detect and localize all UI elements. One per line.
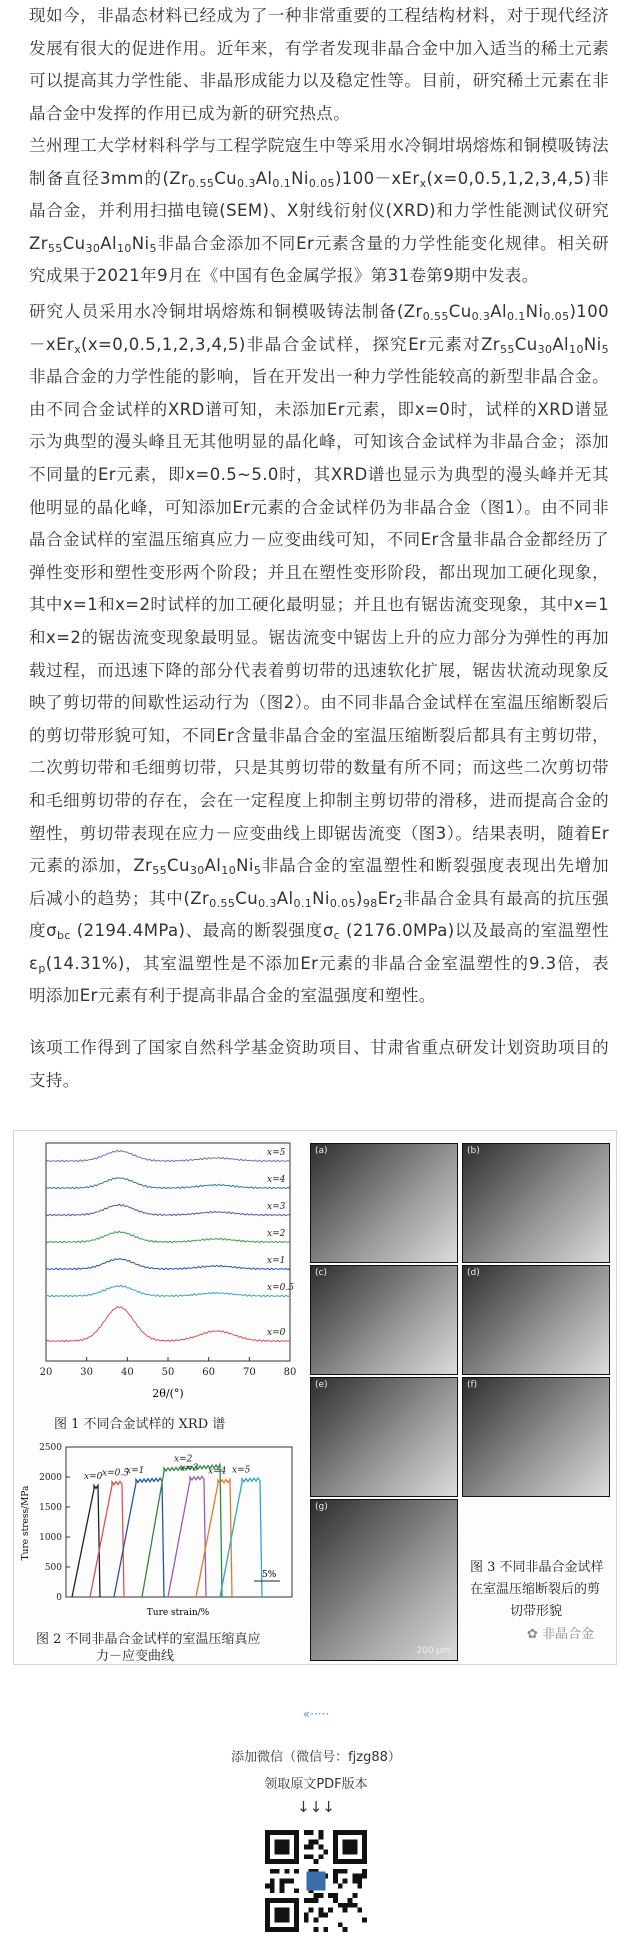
xrd-chart [22,1139,297,1401]
fig1-caption: 图 1 不同合金试样的 XRD 谱 [54,1417,226,1432]
qr-cell [362,1917,367,1922]
qr-code[interactable] [265,1830,367,1932]
qr-cell [284,1879,289,1884]
stress-strain-curve [168,1476,206,1597]
qr-cell [348,1849,353,1854]
qr-cell [284,1849,289,1854]
qr-cell [265,1835,270,1840]
qr-cell [294,1917,299,1922]
qr-cell [338,1903,343,1908]
xrd-tick-label: 60 [202,1367,216,1378]
fig2-series-label: x=3 [180,1463,199,1474]
qr-cell [362,1845,367,1850]
watermark [527,1623,594,1642]
subscript: p [38,961,46,975]
qr-cell [304,1917,309,1922]
qr-cell [289,1859,294,1864]
qr-cell [294,1888,299,1893]
qr-cell [352,1849,357,1854]
fig2-xlabel: Ture strain/% [146,1608,210,1618]
qr-cell [280,1859,285,1864]
qr-cell [284,1898,289,1903]
fig2-series-label: x=2 [174,1454,193,1465]
qr-cell [289,1879,294,1884]
text-run: 非晶合金添加不同Er元素含量的力学性能变化规律。相关研究成果于2021年9月在《中国有色金属学报》第31卷第9期中发表。 [29,233,609,286]
qr-cell [275,1859,280,1864]
qr-cell [362,1859,367,1864]
qr-cell [265,1898,270,1903]
scale-bar: 200 μm [416,1646,451,1656]
xrd-tick-label: 30 [80,1367,94,1378]
xrd-series-label: x=1 [267,1256,286,1266]
qr-cell [265,1913,270,1918]
qr-cell [280,1830,285,1835]
qr-cell [294,1845,299,1850]
panel-label: (b) [467,1146,480,1156]
text-run: (2176.0MPa)以及最高的室温塑性ε [29,921,609,973]
qr-cell [333,1859,338,1864]
qr-cell [265,1840,270,1845]
fig2-scale: 5% [262,1570,277,1580]
xrd-curve [46,1259,290,1270]
qr-cell [333,1869,338,1874]
qr-cell [318,1845,323,1850]
qr-cell [362,1840,367,1845]
xrd-tick-label: 80 [283,1367,297,1378]
qr-cell [304,1898,309,1903]
figure-panel [13,1130,617,1665]
qr-cell [294,1859,299,1864]
qr-cell [343,1830,348,1835]
qr-cell [333,1835,338,1840]
qr-cell [323,1913,328,1918]
qr-cell [328,1893,333,1898]
qr-cell [333,1830,338,1835]
qr-cell [294,1898,299,1903]
text-run: 非晶合金试样，探究Er元素对 [245,334,482,354]
qr-cell [265,1908,270,1913]
qr-cell [357,1883,362,1888]
qr-cell [328,1908,333,1913]
panel-label: (a) [315,1146,328,1156]
qr-cell [275,1913,280,1918]
qr-cell [352,1893,357,1898]
qr-cell [275,1845,280,1850]
qr-cell [318,1913,323,1918]
subscript: c [333,929,341,943]
xrd-series-label: x=4 [267,1175,286,1185]
qr-cell [343,1927,348,1932]
fig3-caption-line: 图 3 不同非晶合金试样 [470,1560,604,1575]
qr-cell [270,1879,275,1884]
qr-cell [265,1830,270,1835]
qr-cell [289,1898,294,1903]
xrd-series-label: x=3 [267,1202,286,1212]
qr-cell [314,1898,319,1903]
wechat-icon: ✿ [526,1627,538,1642]
qr-cell [309,1840,314,1845]
qr-cell [304,1913,309,1918]
qr-cell [284,1927,289,1932]
qr-cell [348,1903,353,1908]
qr-cell [280,1845,285,1850]
subscript: bc [57,929,71,943]
qr-cell [270,1883,275,1888]
qr-cell [343,1845,348,1850]
qr-cell [284,1913,289,1918]
qr-cell [289,1927,294,1932]
sem-photo-e [310,1377,458,1497]
qr-cell [348,1859,353,1864]
qr-cell [275,1917,280,1922]
qr-cell [348,1898,353,1903]
qr-cell [338,1883,343,1888]
qr-cell [338,1869,343,1874]
fig2-tick-label: 2500 [39,1443,62,1453]
qr-cell [343,1908,348,1913]
text-run: 非晶合金具有最高的抗压强度σ [29,888,609,941]
qr-cell [357,1874,362,1879]
watermark-text: 非晶合金 [541,1627,594,1642]
qr-cell [352,1903,357,1908]
sem-photo-f [462,1377,610,1497]
qr-cell [362,1854,367,1859]
qr-cell [270,1898,275,1903]
qr-cell [280,1879,285,1884]
qr-cell [333,1874,338,1879]
qr-cell [333,1898,338,1903]
qr-cell [265,1917,270,1922]
qr-cell [270,1869,275,1874]
qr-cell [275,1849,280,1854]
qr-cell [265,1854,270,1859]
qr-cell [348,1840,353,1845]
sem-photo-d [462,1265,610,1375]
qr-cell [338,1922,343,1927]
stress-strain-chart [18,1443,298,1623]
qr-cell [348,1830,353,1835]
xrd-curve [46,1307,290,1342]
qr-cell [314,1840,319,1845]
stress-strain-curve [114,1478,164,1597]
qr-cell [314,1927,319,1932]
qr-cell [294,1869,299,1874]
qr-cell [265,1849,270,1854]
qr-cell [270,1888,275,1893]
qr-cell [333,1854,338,1859]
panel-label: (d) [467,1268,480,1278]
qr-cell [333,1849,338,1854]
wechat-id-text: 添加微信（微信号：fjzg88） [231,1750,401,1765]
qr-cell [280,1898,285,1903]
qr-cell [304,1854,309,1859]
xrd-series-label: x=0 [267,1328,286,1338]
text-run: 非晶合金的室温塑性和断裂强度表现出先增加后减小的趋势；其中 [29,856,609,908]
qr-cell [265,1883,270,1888]
qr-cell [309,1854,314,1859]
qr-cell [294,1903,299,1908]
down-arrows: ↓↓↓ [297,1798,335,1816]
xrd-curve [46,1285,290,1296]
panel-label: (f) [467,1380,478,1390]
qr-cell [333,1845,338,1850]
qr-cell [265,1927,270,1932]
divider-arrows: «····· [302,1707,330,1721]
qr-cell [343,1869,348,1874]
qr-cell [270,1859,275,1864]
xrd-series-label: x=5 [267,1148,286,1158]
qr-cell [270,1830,275,1835]
fig2-tick-label: 2000 [39,1473,62,1483]
qr-cell [343,1903,348,1908]
qr-cell [265,1922,270,1927]
stress-strain-curve [72,1485,100,1597]
panel-label: (c) [315,1268,327,1278]
xrd-series-label: x=0.5 [267,1283,294,1293]
qr-cell [284,1830,289,1835]
qr-cell [294,1835,299,1840]
qr-cell [318,1854,323,1859]
fig3-caption-line: 在室温压缩断裂后的剪 [470,1582,601,1597]
qr-cell [323,1849,328,1854]
qr-cell [343,1840,348,1845]
qr-cell [323,1927,328,1932]
fig3-caption-line: 切带形貌 [510,1604,563,1619]
fig2-tick-label: 1000 [39,1533,62,1543]
qr-cell [294,1849,299,1854]
qr-cell [280,1917,285,1922]
qr-cell [343,1859,348,1864]
fig2-ylabel: Ture stress/MPa [21,1485,31,1561]
qr-cell [294,1840,299,1845]
qr-cell [280,1913,285,1918]
fig2-tick-label: 0 [56,1593,62,1603]
qr-cell [314,1859,319,1864]
qr-cell [280,1908,285,1913]
qr-cell [357,1908,362,1913]
research-paragraph: 兰州理工大学材料科学与工程学院寇生中等采用水冷铜坩埚熔炼和铜模吸铸法制备直径3mm的$(Zr_{0.55}Cu_{0.3}Al_{0.1}Ni_{0.05})100-xEr_x(x=0,0.5,1,2,3,4,5)$非晶合金，并利用扫描电镜(SEM)、X射线衍射仪(XRD)和力学性能测试仪研究$Zr_{55}Cu_{30}Al_{10}Ni_5$非晶合金添加不同Er元素含量的力学性能变化规律。相关研究成果于2021年9月在《中国有色金属学报》第31卷第9期中发表。 [29,136,609,286]
qr-cell [362,1849,367,1854]
text-run: 非晶合金，并利用扫描电镜(SEM)、X射线衍射仪(XRD)和力学性能测试仪研究 [29,168,609,221]
qr-cell [294,1830,299,1835]
text-run: 研究人员采用水冷铜坩埚熔炼和铜模吸铸法制备 [29,302,397,321]
sem-photo-c [310,1265,458,1375]
xrd-curve [46,1150,290,1162]
fig2-tick-label: 500 [44,1563,62,1573]
qr-cell [352,1845,357,1850]
qr-cell [270,1927,275,1932]
qr-cell [309,1898,314,1903]
qr-cell [275,1927,280,1932]
panel-label: (g) [315,1502,328,1512]
qr-cell [275,1830,280,1835]
text-run: 兰州理工大学材料科学与工程学院寇生中等采用水冷铜坩埚熔炼和铜模吸铸法制备直径3mm的 [29,136,609,188]
qr-cell [352,1840,357,1845]
qr-cell [352,1874,357,1879]
qr-cell [280,1883,285,1888]
stress-strain-curve [142,1465,222,1597]
qr-cell [362,1830,367,1835]
qr-cell [309,1830,314,1835]
intro-paragraph: 现如今，非晶态材料已经成为了一种非常重要的工程结构材料，对于现代经济发展有很大的促进作用。近年来，有学者发现非晶合金中加入适当的稀土元素可以提高其力学性能、非晶形成能力以及稳定性等。目前，研究稀土元素在非晶合金中发挥的作用已成为新的研究热点。 [29,6,609,123]
qr-cell [333,1840,338,1845]
fig2-series-label: x=0 [84,1472,103,1482]
qr-logo [306,1871,325,1890]
qr-cell [318,1830,323,1835]
fig2-series-label: x=1 [126,1466,145,1476]
qr-cell [275,1869,280,1874]
xrd-curve [46,1231,290,1243]
qr-cell [333,1879,338,1884]
qr-cell [275,1840,280,1845]
qr-cell [357,1879,362,1884]
stress-strain-curve [220,1478,262,1597]
fig2-caption-line2: 力－应变曲线 [96,1649,175,1664]
text-run: 非晶合金的力学性能的影响，旨在开发出一种力学性能较高的新型非晶合金。由不同合金试样的XRD谱可知，未添加Er元素，即x=0时，试样的XRD谱显示为典型的漫头峰且无其他明显的晶化峰，可知该合金试样为非晶合金；添加不同量的Er元素，即x=0.5~5.0时，其XRD谱也显示为典型的漫头峰并无其他明显的晶化峰，可知添加Er元素的合金试样仍为非晶合金（图1）。由不同非晶合金试样的室温压缩真应力－应变曲线可知，不同Er含量非晶合金都经历了弹性变形和塑性变形两个阶段；并且在塑性变形阶段，都出现加工硬化现象，其中x=1和x=2时试样的加工硬化最明显；并且也有锯齿流变现象，其中x=1和x=2的锯齿流变现象最明显。锯齿流变中锯齿上升的应力部分为弹性的再加载过程，而迅速下降的部分代表着剪切带的迅速软化扩展，锯齿状流动现象反映了剪切带的间歇性运动行为（图2）。由不同非晶合金试样在室温压缩断裂后的剪切带形貌可知，不同Er含量非晶合金的室温压缩断裂后都具有主剪切带，二次剪切带和毛细剪切带，只是其剪切带的数量有所不同；而这些二次剪切带和毛细剪切带的存在，会在一定程度上抑制主剪切带的滑移，进而提高合金的塑性，剪切带表现在应力－应变曲线上即锯齿流变（图3）。结果表明，随着Er元素的添加， [29,367,609,876]
funding-paragraph: 该项工作得到了国家自然科学基金资助项目、甘肃省重点研发计划资助项目的支持。 [29,1038,609,1090]
fig2-caption: 图 2 不同非晶合金试样的室温压缩真应 [36,1632,261,1647]
qr-cell [284,1845,289,1850]
qr-cell [314,1893,319,1898]
xrd-series-label: x=2 [267,1229,286,1239]
qr-cell [294,1913,299,1918]
qr-cell [265,1845,270,1850]
qr-cell [357,1859,362,1864]
qr-cell [284,1840,289,1845]
qr-cell [265,1859,270,1864]
qr-cell [280,1888,285,1893]
qr-cell [333,1893,338,1898]
qr-cell [294,1922,299,1927]
qr-cell [289,1830,294,1835]
xrd-curve [46,1178,290,1189]
xrd-tick-label: 50 [161,1367,175,1378]
qr-cell [309,1908,314,1913]
fig2-tick-label: 1500 [39,1503,62,1513]
qr-cell [275,1898,280,1903]
qr-cell [352,1879,357,1884]
qr-cell [275,1908,280,1913]
qr-cell [309,1845,314,1850]
stress-strain-curve [90,1481,124,1597]
qr-cell [362,1869,367,1874]
qr-cell [352,1859,357,1864]
qr-cell [338,1830,343,1835]
sem-photo-b [462,1143,610,1263]
qr-cell [304,1830,309,1835]
fig3-caption [470,1557,604,1623]
qr-cell [338,1859,343,1864]
qr-cell [318,1835,323,1840]
sem-photo-g [310,1499,458,1661]
qr-cell [352,1830,357,1835]
panel-label: (e) [315,1380,328,1390]
qr-cell [294,1927,299,1932]
qr-cell [343,1879,348,1884]
qr-cell [284,1917,289,1922]
qr-cell [318,1908,323,1913]
qr-cell [284,1859,289,1864]
qr-cell [348,1845,353,1850]
stress-strain-curve [196,1479,232,1597]
results-paragraph: 研究人员采用水冷铜坩埚熔炼和铜模吸铸法制备$(Zr_{0.55}Cu_{0.3}Al_{0.1}Ni_{0.05})100-xEr_x(x=0,0.5,1,2,3,4,5)$非晶合金试样，探究Er元素对$Zr_{55}Cu_{30}Al_{10}Ni_5$非晶合金的力学性能的影响，旨在开发出一种力学性能较高的新型非晶合金。由不同合金试样的XRD谱可知，未添加Er元素，即x=0时，试样的XRD谱显示为典型的漫头峰且无其他明显的晶化峰，可知该合金试样为非晶合金；添加不同量的Er元素，即x=0.5~5.0时，其XRD谱也显示为典型的漫头峰并无其他明显的晶化峰，可知添加Er元素的合金试样仍为非晶合金（图1）。由不同非晶合金试样的室温压缩真应力－应变曲线可知，不同Er含量非晶合金都经历了弹性变形和塑性变形两个阶段；并且在塑性变形阶段，都出现加工硬化现象，其中x=1和x=2时试样的加工硬化最明显；并且也有锯齿流变现象，其中x=1和x=2的锯齿流变现象最明显。锯齿流变中锯齿上升的应力部分为弹性的再加载过程，而迅速下降的部分代表着剪切带的迅速软化扩展，锯齿状流动现象反映了剪切带的间歇性运动行为（图2）。由不同非晶合金试样在室温压缩断裂后的剪切带形貌可知，不同Er含量非晶合金的室温压缩断裂后都具有主剪切带，二次剪切带和毛细剪切带，只是其剪切带的数量有所不同；而这些二次剪切带和毛细剪切带的存在，会在一定程度上抑制主剪切带的滑移，进而提高合金的塑性，剪切带表现在应力－应变曲线上即锯齿流变（图3）。结果表明，随着Er元素的添加，$Zr_{55}Cu_{30}Al_{10}Ni_5$非晶合金的室温塑性和断裂强度表现出先增加后减小的趋势；其中$(Zr_{0.55}Cu_{0.3}Al_{0.1}Ni_{0.05})_{98}Er_2$非晶合金具有最高的抗压强度$\sigma_{bc}$ (2194.4MPa)、最高的断裂强度$\sigma_c$ (2176.0MPa)以及最高的室温塑性$\varepsilon_p(14.31\%)$，其室温塑性是不添加Er元素的非晶合金室温塑性的9.3倍，表明添加Er元素有利于提高非晶合金的室温强度和塑性。 [29,302,609,1006]
qr-cell [280,1840,285,1845]
qr-cell [265,1903,270,1908]
xrd-curve [46,1204,290,1216]
qr-cell [362,1835,367,1840]
xrd-tick-label: 70 [242,1367,256,1378]
qr-cell [314,1917,319,1922]
qr-cell [280,1849,285,1854]
fig2-series-label: x=0.5 [102,1468,129,1479]
qr-cell [294,1908,299,1913]
text-run: (2194.4MPa)、最高的断裂强度σ [70,921,334,941]
qr-cell [318,1893,323,1898]
qr-cell [280,1927,285,1932]
qr-cell [294,1854,299,1859]
qr-cell [357,1830,362,1835]
qr-cell [362,1874,367,1879]
xrd-tick-label: 40 [120,1367,134,1378]
qr-cell [284,1908,289,1913]
sem-photo-a [310,1143,458,1263]
qr-cell [343,1849,348,1854]
xrd-tick-label: 20 [39,1367,53,1378]
fig2-series-label: x=4 [208,1466,227,1477]
qr-cell [304,1845,309,1850]
qr-cell [284,1869,289,1874]
text-run: (14.31%)，其室温塑性是不添加Er元素的非晶合金室温塑性的9.3倍，表明添加Er元素有利于提高非晶合金的室温强度和塑性。 [29,953,609,1006]
pdf-offer-text: 领取原文PDF版本 [264,1777,368,1792]
xrd-xlabel: 2θ/(°) [152,1387,184,1400]
fig2-series-label: x=5 [232,1465,251,1476]
